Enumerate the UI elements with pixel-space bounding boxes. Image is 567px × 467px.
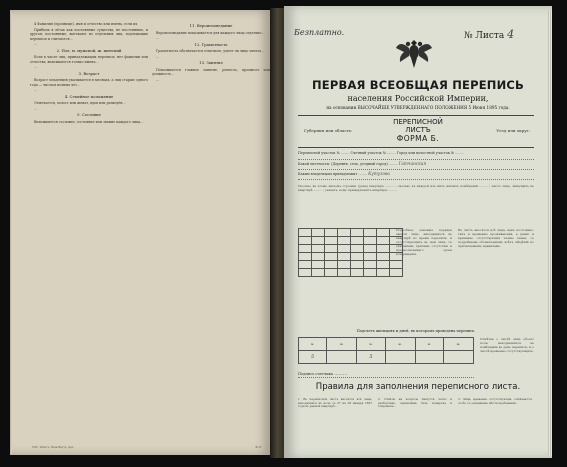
left-text-column-2: 11. Вероисповедание Вероисповедание показывается для каждого лица отдельно... ... 12. Грамотность Грамотность обозначается отметкою, умеет ли лицо читать... ... 13. Занятие Показывается главное занятие, ремесло, промысел или должность... ... <box>152 23 270 82</box>
census-title: ПЕРВАЯ ВСЕОБЩАЯ ПЕРЕПИСЬ <box>311 78 525 92</box>
page-stack-edge <box>10 14 12 454</box>
rules-text <box>298 398 534 456</box>
form-header-row <box>298 116 534 146</box>
left-text-column-1: 4 Фамилия (прозвище), имя и отчество или имена, если их Прибыль в лётах как постоянные существа, не постоянные, и другая; постоянные, вытекают из отдельных лиц, подлежащих переписи и считаются... ... 2. Пол, м. мужской, ж. женский Если в числе лиц, принадлежащих переписи, нет фамилии или отчества, вписываются только имена... ... 3. Возраст Возраст младенцев указывается в месяцах, а лиц старше одного года — числом полных лет... ... 4. Семейное положение Отмечается, холост или женат, вдов или разведён... ... 5. Сословие Вписываются сословие, состояние или звание каждого лица... <box>30 22 148 124</box>
rules-column: 2. Отвѣты на вопросы пишутся четко и разборчиво, чернилами, безъ помарокъ и поправокъ... <box>378 398 452 409</box>
form-field: Каким владельцам принадлежит ........ Кутузова <box>298 171 534 180</box>
side-instruction: Отмѣтка о числѣ лицъ обоего пола, находившихся въ помѣщеніи въ день переписи, и о числѣ временно отсутствующихъ. <box>480 337 534 353</box>
handwritten-entry: Гатчинская <box>398 161 426 166</box>
left-section-heading: 13. Занятие <box>199 60 223 65</box>
sheet-number-value: 4 <box>507 28 515 41</box>
left-page <box>10 10 272 455</box>
handwritten-entry: 5 <box>369 354 373 360</box>
free-of-charge-note: Безплатно. <box>294 28 345 37</box>
census-subtitle: населения Российской Империи, <box>347 94 489 103</box>
left-page-footer <box>32 446 262 449</box>
count-caption: Подсчетъ жильцовъ и дней, въ которомъ проведена перепись. <box>356 329 476 333</box>
tally-table: м. ж. м. ж. м. ж. 5 5 <box>298 337 474 364</box>
sheet-title: ПЕРЕПИСНОЙ ЛИСТЪ <box>393 118 443 134</box>
instruction-text: Въ листъ вносятся всѣ лица, какъ постоянно, такъ и временно проживающія, а равно и временно отсутствующія члены семьи, съ подробнымъ обозначеніемъ всѣхъ свѣдѣній по прилагаемымъ правиламъ. <box>458 228 534 248</box>
signature-label: Подпись счетчика <box>298 372 334 376</box>
column-heading-text: 4 Фамилия (прозвище), имя и отчество или имена, если их <box>34 22 138 26</box>
left-section-heading: 12. Грамотность <box>194 41 228 47</box>
left-section-heading: 2. Пол, м. мужской, ж. женский <box>56 47 122 53</box>
sheet-number <box>464 28 514 41</box>
left-section-heading: 11. Вероисповедание <box>189 23 233 28</box>
double-headed-eagle-icon <box>394 36 434 72</box>
left-section-heading: 4. Семейное положение <box>64 93 114 99</box>
left-section-heading: 5. Сословие <box>77 112 101 117</box>
province-label: Губерния или область: <box>304 128 353 133</box>
enumerator-signature-line: Подпись счетчика ......... <box>298 372 474 378</box>
household-tables-area <box>298 228 534 308</box>
left-section-heading: 3. Возраст <box>78 70 100 76</box>
form-field: Какой местности: (Деревня, село, уездный город) ........ Гатчинская <box>298 161 534 170</box>
handwritten-entry: 5 <box>311 354 315 360</box>
form-body-text: Сколько въ этомъ жиломъ строеніи (доме) квартиръ ......... ; сколько въ каждой изъ нихъ жилыхъ помѣщеній ......... ; число лицъ, живущихъ въ квартирѣ ......... ; указать, кому принадлежитъ квартира ......... <box>298 184 534 192</box>
rules-column: 3. Лица, временно отсутствующія, отмѣчаются особо съ указаніемъ мѣста пребыванія... <box>458 398 532 405</box>
rules-title: Правила для заполнения переписного листа. <box>315 382 521 392</box>
instruction-text: Подробное описаніе порядка записи лицъ, находящихся въ квартирѣ во время переписи, и отсутствующихъ въ ней лицъ, съ указаніемъ причинъ отсутствія и предполагаемаго срока возвращенія. <box>396 228 452 256</box>
rules-column: 1. Въ переписной листъ вносятся всѣ лица, находящіяся въ ночь съ 27 на 28 января 1897 года въ данной квартирѣ... <box>298 398 372 409</box>
sheet-form: ФОРМА Б. <box>396 134 440 143</box>
divider <box>298 147 534 148</box>
printer-imprint: СПб. Типогр. М-ва Внутр. Дел <box>32 446 74 449</box>
district-label: Уезд или округ: <box>496 128 530 133</box>
sheet-number-label: № Листа <box>464 31 505 41</box>
form-mark: Ф. Б. <box>255 446 262 449</box>
sheet-title-box <box>380 118 456 144</box>
handwritten-entry: Кутузова <box>368 171 390 176</box>
household-table <box>298 228 403 277</box>
census-legal-basis: на основании ВЫСОЧАЙШЕ УТВЕРЖДЕННАГО ПОЛОЖЕНИЯ 5 Июня 1895 года. <box>326 105 510 110</box>
form-field: Переписной участок № ........ Счетный участок № ........ Город или волостной участок № ........ <box>298 151 534 160</box>
right-page-census-form <box>284 6 552 458</box>
